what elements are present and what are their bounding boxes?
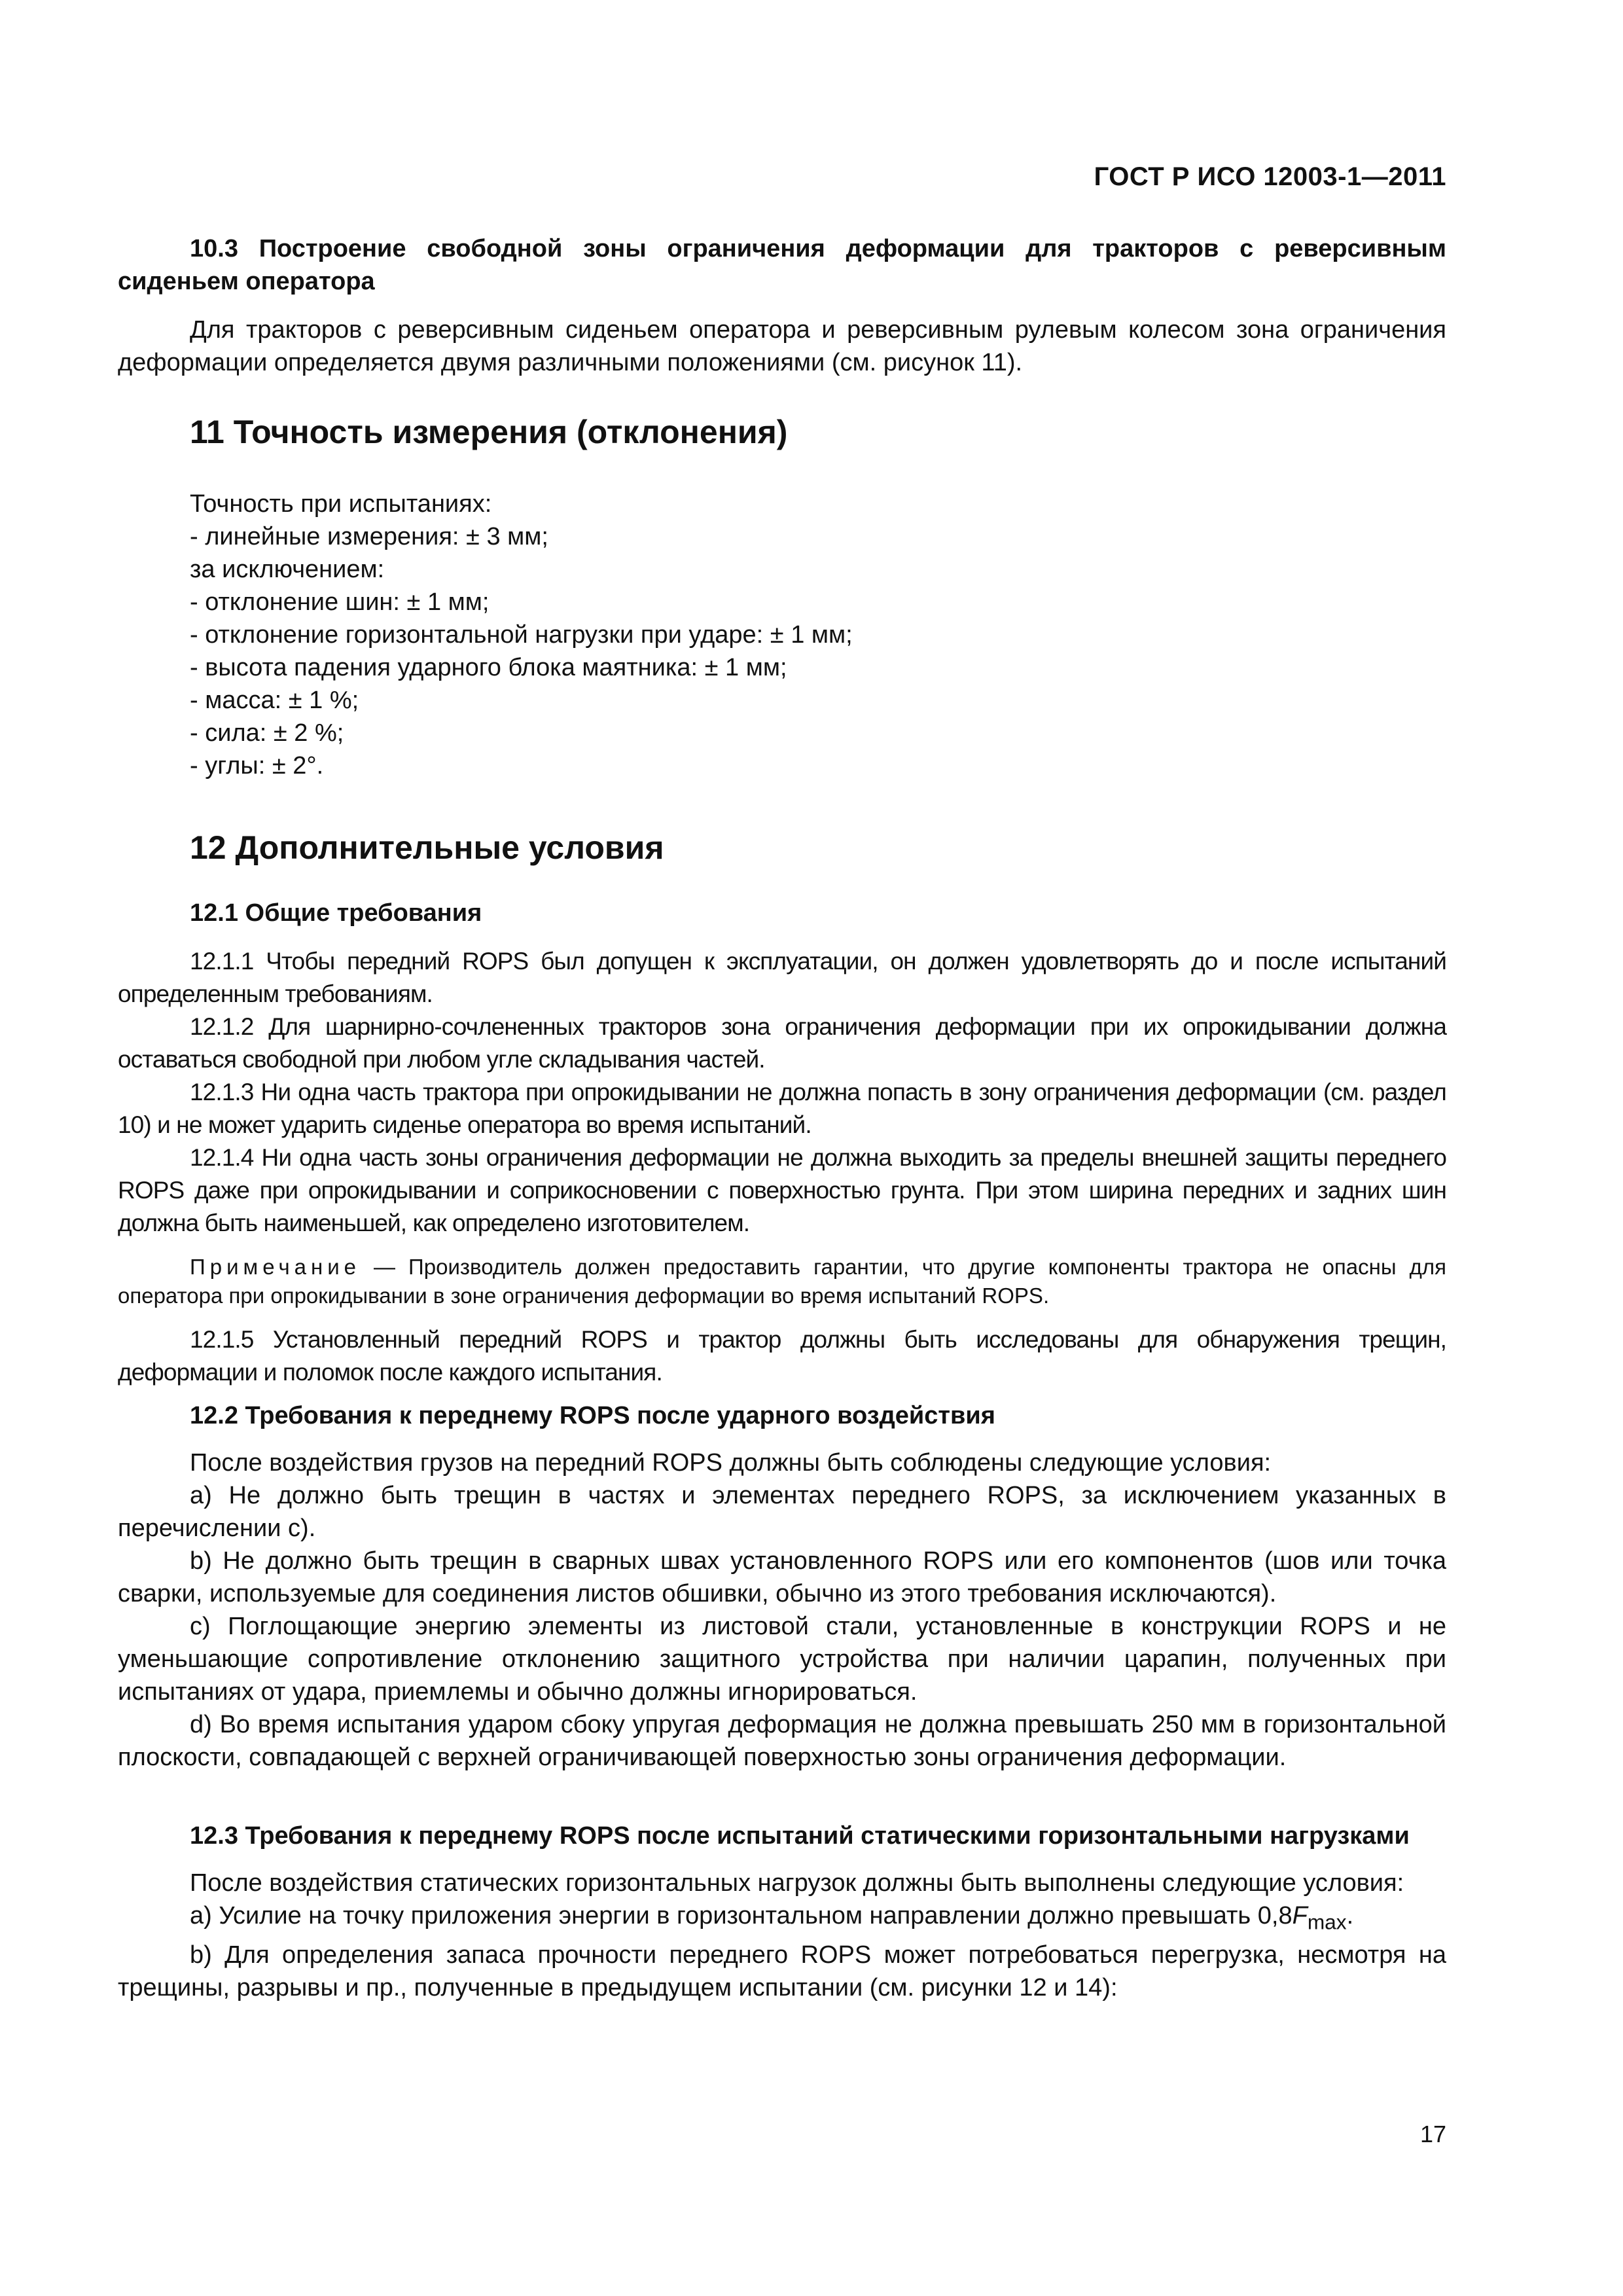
accuracy-line: - отклонение горизонтальной нагрузки при ударе: ± 1 мм; [190,621,853,649]
item-b: b) Не должно быть трещин в сварных швах установленного ROPS или его компонентов (шов или точка сварки, используемые для соединения листов обшивки, обычно из этого требования исключаются). [118,1547,1446,1607]
page-number: 17 [1419,2121,1446,2147]
item-a-force [118,1899,1446,1939]
section-12-2-heading: 12.2 Требования к переднему ROPS после ударного воздействия [190,1402,995,1429]
accuracy-line: - углы: ± 2°. [190,752,324,780]
item-b-overload: b) Для определения запаса прочности переднего ROPS может потребоваться перегрузка, несмотря на трещины, разрывы и пр., полученные в предыдущем испытании (см. рисунки 12 и 14): [118,1941,1446,2001]
accuracy-line: за исключением: [190,556,385,583]
section-12-3-heading: 12.3 Требования к переднему ROPS после испытаний статическими горизонтальными нагрузками [190,1822,1410,1850]
section-10-3-body: Для тракторов с реверсивным сиденьем оператора и реверсивным рулевым колесом зона ограничения деформации определяется двумя различными положениями (см. рисунок 11). [118,316,1446,376]
section-12-1 [118,897,1446,1389]
item-a-text: a) Усилие на точку приложения энергии в горизонтальном направлении должно превышать 0,8 [190,1902,1293,1929]
clause-12-1-4: 12.1.4 Ни одна часть зоны ограничения деформации не должна выходить за пределы внешней защиты переднего ROPS даже при опрокидывании и соприкосновении с поверхностью грунта. При этом ширина передних и задних шин должна быть наименьшей, как определено изготовителем. [118,1144,1446,1236]
clause-12-1-2: 12.1.2 Для шарнирно-сочлененных тракторов зона ограничения деформации при их опрокидывании должна оставаться свободной при любом угле складывания частей. [118,1013,1446,1073]
item-d: d) Во время испытания ударом сбоку упругая деформация не должна превышать 250 мм в горизонтальной плоскости, совпадающей с верхней ограничивающей поверхностью зоны ограничения деформации. [118,1711,1446,1771]
section-12 [118,828,1446,867]
section-12-heading: 12 Дополнительные условия [190,829,664,866]
section-12-2-intro: После воздействия грузов на передний ROPS должны быть соблюдены следующие условия: [190,1449,1272,1477]
section-11-heading: 11 Точность измерения (отклонения) [190,414,788,450]
accuracy-line: - сила: ± 2 %; [190,719,344,747]
item-c: c) Поглощающие энергию элементы из листовой стали, установленные в конструкции ROPS и не уменьшающие сопротивление отклонению защитного устройства при наличии царапин, полученных при испытаниях от удара, приемлемы и обычно должны игнорироваться. [118,1613,1446,1706]
accuracy-line: - масса: ± 1 %; [190,687,359,714]
accuracy-line: - отклонение шин: ± 1 мм; [190,588,490,616]
section-12-3 [118,1820,1446,2004]
section-10-3-heading: 10.3 Построение свободной зоны ограничения деформации для тракторов с реверсивным сиденьем оператора [118,235,1446,295]
clause-12-1-5: 12.1.5 Установленный передний ROPS и трактор должны быть исследованы для обнаружения трещин, деформации и поломок после каждого испытания. [118,1326,1446,1386]
note-label: Примечание [190,1255,361,1279]
accuracy-line: Точность при испытаниях: [190,490,492,518]
section-12-2 [118,1399,1446,1774]
section-12-3-intro: После воздействия статических горизонтальных нагрузок должны быть выполнены следующие условия: [190,1869,1404,1897]
accuracy-line: - линейные измерения: ± 3 мм; [190,523,548,550]
item-a: a) Не должно быть трещин в частях и элементах переднего ROPS, за исключением указанных в перечислении с). [118,1482,1446,1542]
section-11 [118,412,1446,452]
section-10-3 [118,232,1446,379]
item-a-end: . [1346,1902,1354,1929]
note-text: — Производитель должен предоставить гарантии, что другие компоненты трактора не опасны для оператора при опрокидывании в зоне ограничения деформации во время испытаний ROPS. [118,1255,1446,1308]
section-12-1-heading: 12.1 Общие требования [190,899,482,927]
clause-12-1-3: 12.1.3 Ни одна часть трактора при опрокидывании не должна попасть в зону ограничения деформации (см. раздел 10) и не может ударить сиденье оператора во время испытаний. [118,1079,1446,1138]
section-11-list [118,488,1446,782]
document-code-header: ГОСТ Р ИСО 12003-1—2011 [1094,162,1446,191]
force-subscript: max [1307,1910,1347,1934]
clause-12-1-1: 12.1.1 Чтобы передний ROPS был допущен к эксплуатации, он должен удовлетворять до и после испытаний определенным требованиям. [118,948,1446,1007]
accuracy-line: - высота падения ударного блока маятника: ± 1 мм; [190,654,787,681]
force-symbol: F [1292,1902,1308,1929]
note-paragraph [118,1253,1446,1310]
